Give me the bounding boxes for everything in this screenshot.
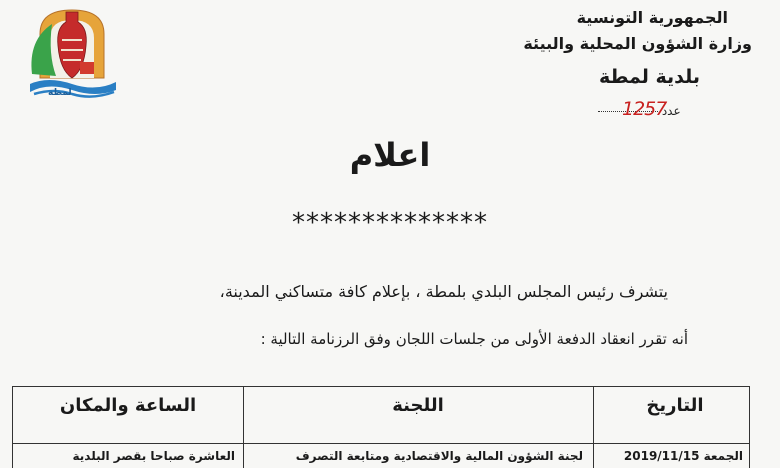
ministry-name: وزارة الشؤون المحلية والبيئة <box>523 34 752 53</box>
row-date: الجمعة 2019/11/15 <box>623 449 743 463</box>
number-label-text: عدد <box>661 104 681 118</box>
reference-number: 1257 <box>622 98 667 120</box>
municipality-name: بلدية لمطة <box>598 66 700 88</box>
notice-paragraph-2: أنه تقرر انعقاد الدفعة الأولى من جلسات اللجان وفق الرزنامة التالية : <box>260 330 688 348</box>
notice-title: اعلام <box>349 136 431 174</box>
table-divider <box>593 387 594 468</box>
row-committee: لجنة الشؤون المالية والاقتصادية ومتابعة التصرف <box>295 449 583 463</box>
table-header-divider <box>13 443 749 444</box>
header-date: التاريخ <box>646 395 704 416</box>
logo-caption: لمطة <box>48 88 72 98</box>
header-time-place: الساعة والمكان <box>59 395 197 416</box>
municipality-logo <box>26 4 118 108</box>
row-time-place: العاشرة صباحا بقصر البلدية <box>72 449 235 463</box>
schedule-table <box>12 386 750 468</box>
republic-name: الجمهورية التونسية <box>576 8 728 27</box>
decorative-stars: ************** <box>292 208 488 238</box>
notice-paragraph-1: يتشرف رئيس المجلس البلدي بلمطة ، بإعلام كافة متساكني المدينة، <box>219 282 668 301</box>
table-divider <box>243 387 244 468</box>
header-committee: اللجنة <box>392 395 444 416</box>
